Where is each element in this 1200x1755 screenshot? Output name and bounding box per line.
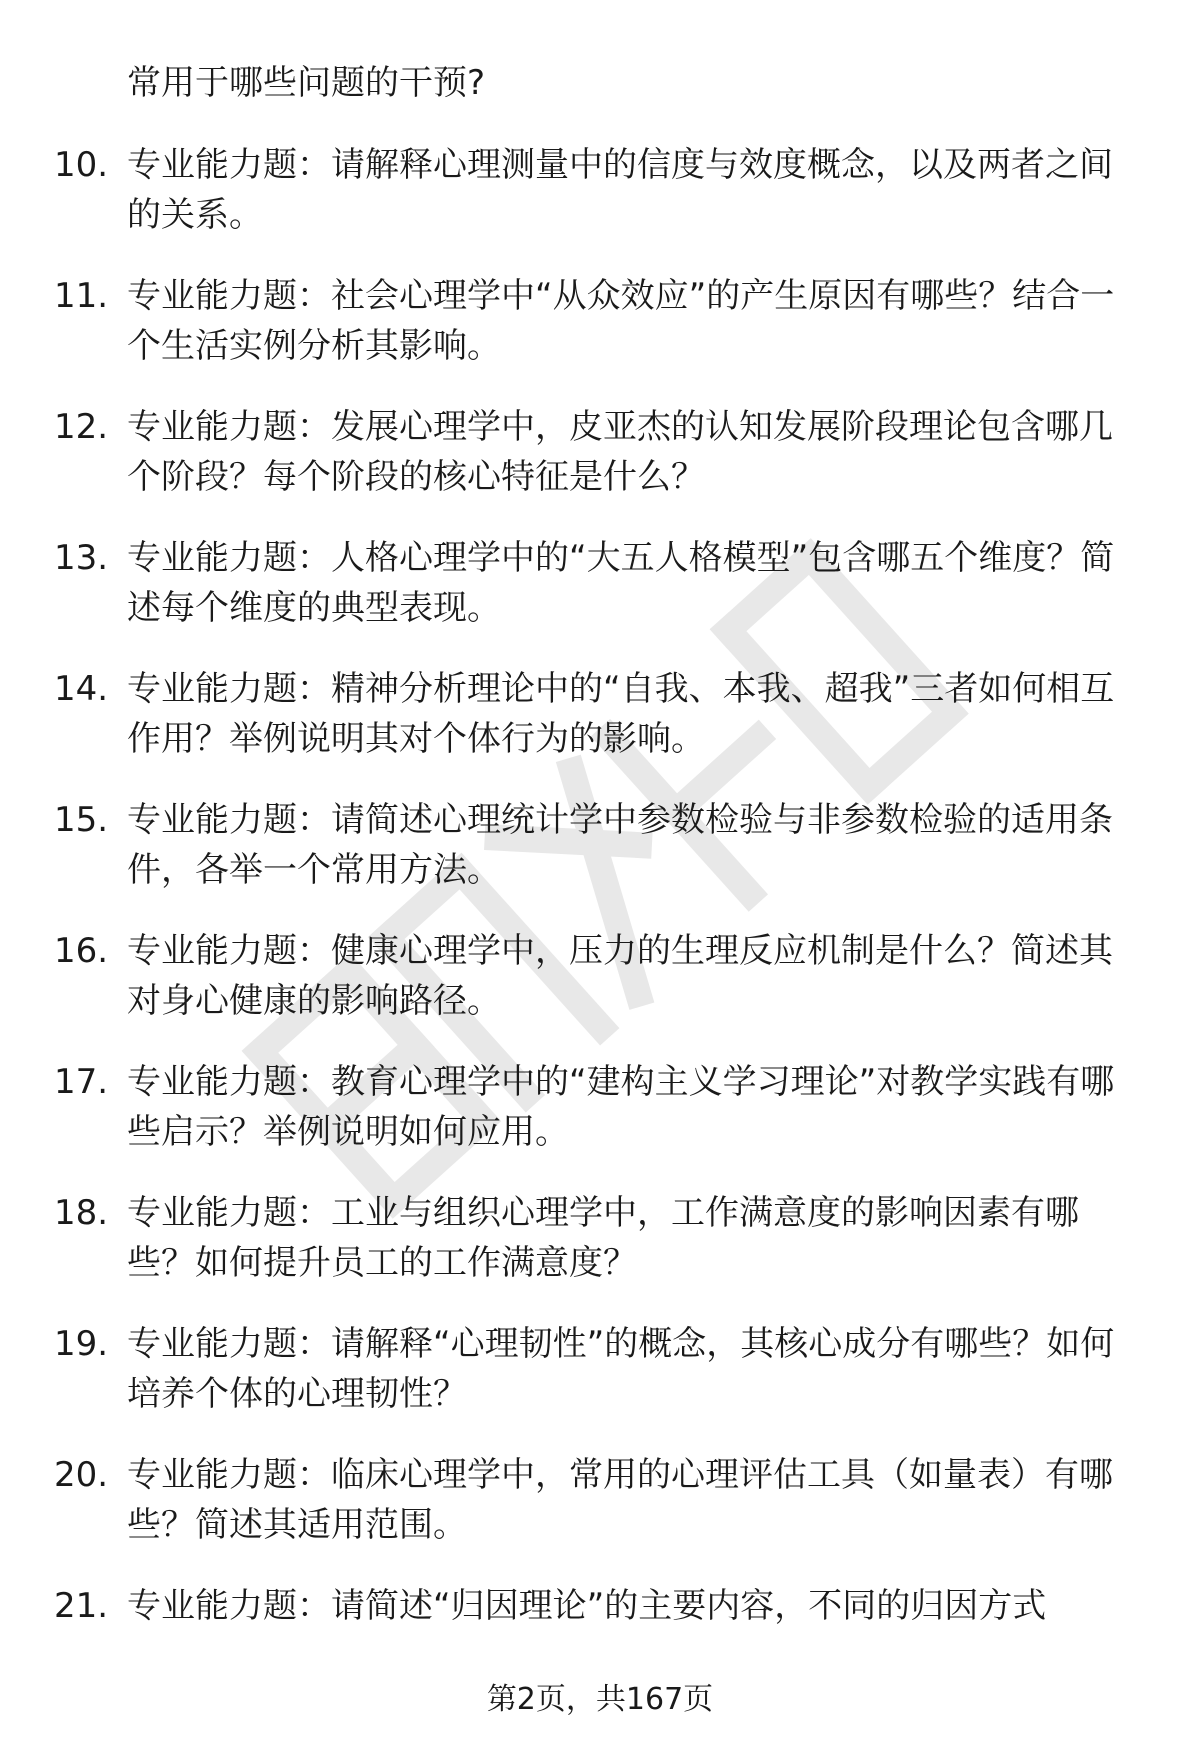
- question-text: 专业能力题：社会心理学中“从众效应”的产生原因有哪些？结合一个生活实例分析其影响。: [127, 276, 1115, 366]
- continuation-text: 常用于哪些问题的干预?: [127, 63, 486, 103]
- list-item: [0, 795, 1200, 895]
- question-text: 专业能力题：健康心理学中，压力的生理反应机制是什么？简述其对身心健康的影响路径。: [127, 931, 1113, 1021]
- question-text: 专业能力题：教育心理学中的“建构主义学习理论”对教学实践有哪些启示？举例说明如何应用。: [127, 1062, 1115, 1152]
- list-item: [0, 271, 1200, 371]
- question-number: 19.: [54, 1324, 109, 1364]
- question-number: 17.: [54, 1062, 109, 1102]
- list-item: [0, 140, 1200, 240]
- list-item: [0, 1319, 1200, 1419]
- question-number: 11.: [54, 276, 109, 316]
- question-text: 专业能力题：请解释“心理韧性”的概念，其核心成分有哪些？如何培养个体的心理韧性？: [127, 1324, 1115, 1414]
- question-text: 专业能力题：请简述“归因理论”的主要内容，不同的归因方式: [127, 1586, 1047, 1626]
- question-text: 专业能力题：发展心理学中，皮亚杰的认知发展阶段理论包含哪几个阶段？每个阶段的核心特征是什么？: [127, 407, 1113, 497]
- question-text: 专业能力题：临床心理学中，常用的心理评估工具（如量表）有哪些？简述其适用范围。: [127, 1455, 1113, 1545]
- list-item: [0, 664, 1200, 764]
- list-item: [0, 926, 1200, 1026]
- question-number: 16.: [54, 931, 109, 971]
- question-number: 12.: [54, 407, 109, 447]
- list-item: [0, 1057, 1200, 1157]
- question-text: 专业能力题：请解释心理测量中的信度与效度概念，以及两者之间的关系。: [127, 145, 1113, 235]
- question-list: [0, 140, 1200, 1712]
- list-item: [0, 1450, 1200, 1550]
- question-number: 21.: [54, 1586, 109, 1626]
- question-text: 专业能力题：人格心理学中的“大五人格模型”包含哪五个维度？简述每个维度的典型表现。: [127, 538, 1115, 628]
- question-number: 18.: [54, 1193, 109, 1233]
- list-item: [0, 402, 1200, 502]
- question-number: 20.: [54, 1455, 109, 1495]
- list-item: [0, 1188, 1200, 1288]
- question-text: 专业能力题：精神分析理论中的“自我、本我、超我”三者如何相互作用？举例说明其对个体行为的影响。: [127, 669, 1115, 759]
- question-text: 专业能力题：请简述心理统计学中参数检验与非参数检验的适用条件，各举一个常用方法。: [127, 800, 1113, 890]
- question-number: 15.: [54, 800, 109, 840]
- question-number: 10.: [54, 145, 109, 185]
- question-number: 13.: [54, 538, 109, 578]
- list-item: [0, 533, 1200, 633]
- question-text: 专业能力题：工业与组织心理学中，工作满意度的影响因素有哪些？如何提升员工的工作满意度？: [127, 1193, 1079, 1283]
- page-number-footer: 第2页，共167页: [486, 1682, 714, 1717]
- list-item: [0, 1581, 1200, 1681]
- question-number: 14.: [54, 669, 109, 709]
